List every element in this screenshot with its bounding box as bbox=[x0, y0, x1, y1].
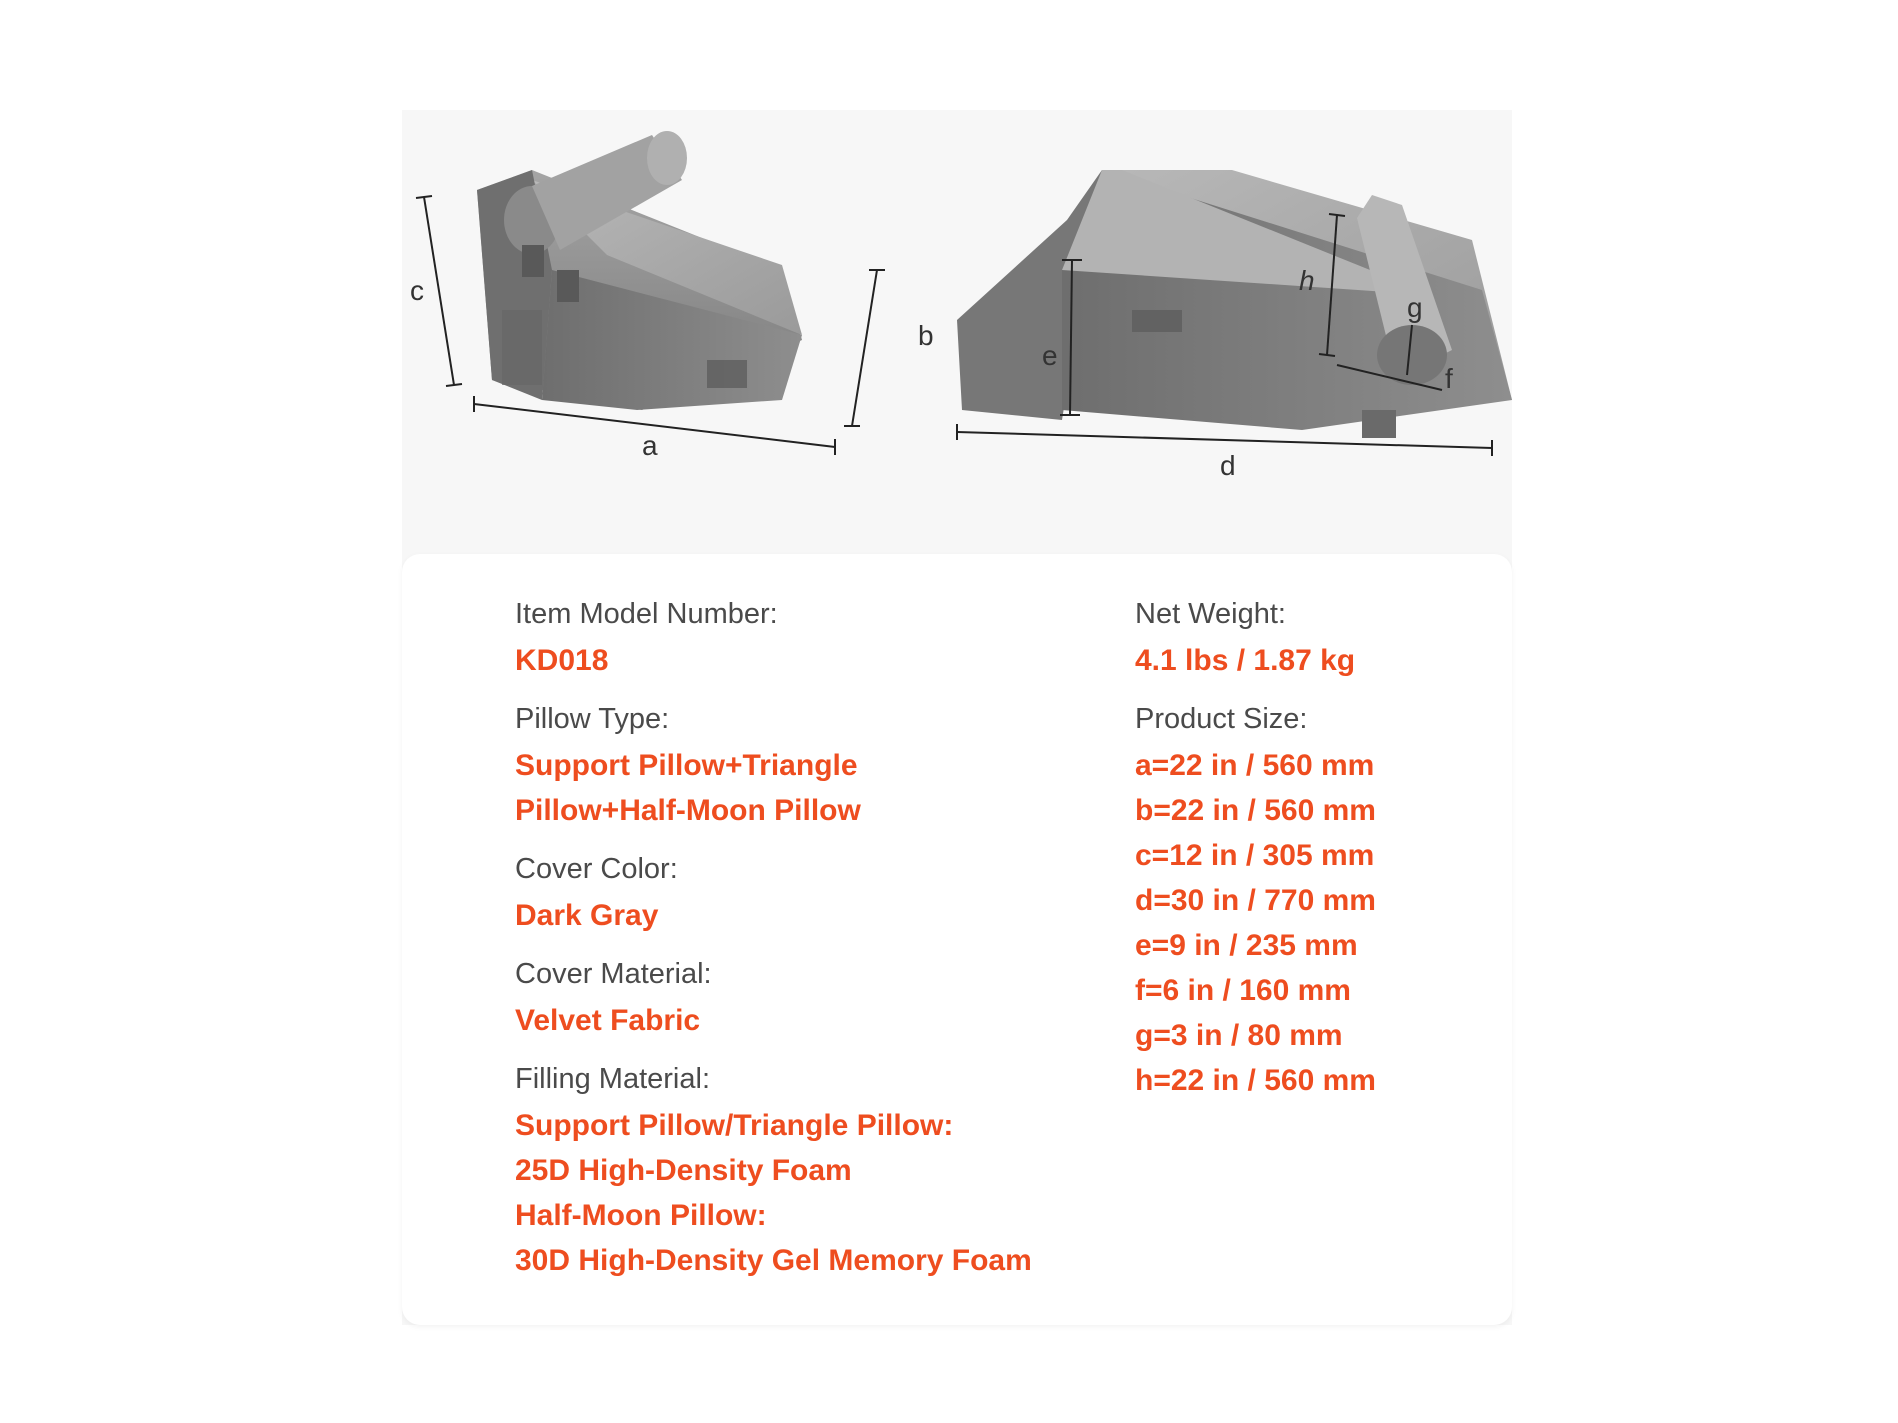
size-b: b=22 in / 560 mm bbox=[1135, 794, 1376, 827]
spec-value: Dark Gray bbox=[515, 899, 659, 932]
specs-right-column bbox=[1135, 594, 1475, 1119]
spec-pillow-type bbox=[515, 699, 1095, 833]
size-a: a=22 in / 560 mm bbox=[1135, 749, 1375, 782]
dimension-label-e: e bbox=[1042, 340, 1058, 371]
spec-value-line: 25D High-Density Foam bbox=[515, 1154, 852, 1187]
right-wedge-illustration bbox=[957, 170, 1512, 438]
spec-label: Item Model Number: bbox=[515, 598, 778, 630]
specifications-panel bbox=[402, 554, 1512, 1325]
spec-cover-color bbox=[515, 849, 1095, 938]
spec-value: Velvet Fabric bbox=[515, 1004, 701, 1037]
dimension-diagram bbox=[402, 110, 1512, 560]
spec-value: KD018 bbox=[515, 644, 609, 677]
spec-product-size bbox=[1135, 699, 1475, 1103]
dimension-label-d: d bbox=[1220, 450, 1236, 481]
spec-value-line: Half-Moon Pillow: bbox=[515, 1199, 767, 1232]
dimension-label-c: c bbox=[410, 275, 424, 306]
spec-label: Product Size: bbox=[1135, 703, 1308, 735]
spec-value: 4.1 lbs / 1.87 kg bbox=[1135, 644, 1356, 677]
size-h: h=22 in / 560 mm bbox=[1135, 1064, 1376, 1097]
spec-cover-material bbox=[515, 954, 1095, 1043]
dimension-label-h: h bbox=[1299, 265, 1315, 296]
size-d: d=30 in / 770 mm bbox=[1135, 884, 1376, 917]
spec-label: Pillow Type: bbox=[515, 703, 670, 735]
spec-label: Cover Material: bbox=[515, 958, 712, 990]
spec-label: Net Weight: bbox=[1135, 598, 1286, 630]
product-card bbox=[402, 110, 1512, 1325]
spec-value-line: Support Pillow+Triangle bbox=[515, 749, 858, 782]
spec-label: Cover Color: bbox=[515, 853, 678, 885]
spec-value-line: Support Pillow/Triangle Pillow: bbox=[515, 1109, 954, 1142]
spec-label: Filling Material: bbox=[515, 1063, 710, 1095]
dimension-label-a: a bbox=[642, 430, 658, 461]
spec-value-line: 30D High-Density Gel Memory Foam bbox=[515, 1244, 1032, 1277]
spec-model-number bbox=[515, 594, 1095, 683]
spec-filling-material bbox=[515, 1059, 1095, 1283]
dimension-label-b: b bbox=[918, 320, 934, 351]
dimension-label-f: f bbox=[1445, 363, 1453, 394]
size-g: g=3 in / 80 mm bbox=[1135, 1019, 1343, 1052]
spec-net-weight bbox=[1135, 594, 1475, 683]
spec-value-line: Pillow+Half-Moon Pillow bbox=[515, 794, 861, 827]
size-c: c=12 in / 305 mm bbox=[1135, 839, 1375, 872]
left-wedge-illustration bbox=[477, 131, 802, 410]
size-e: e=9 in / 235 mm bbox=[1135, 929, 1358, 962]
size-f: f=6 in / 160 mm bbox=[1135, 974, 1351, 1007]
dimension-label-g: g bbox=[1407, 292, 1423, 323]
specs-left-column bbox=[515, 594, 1095, 1299]
